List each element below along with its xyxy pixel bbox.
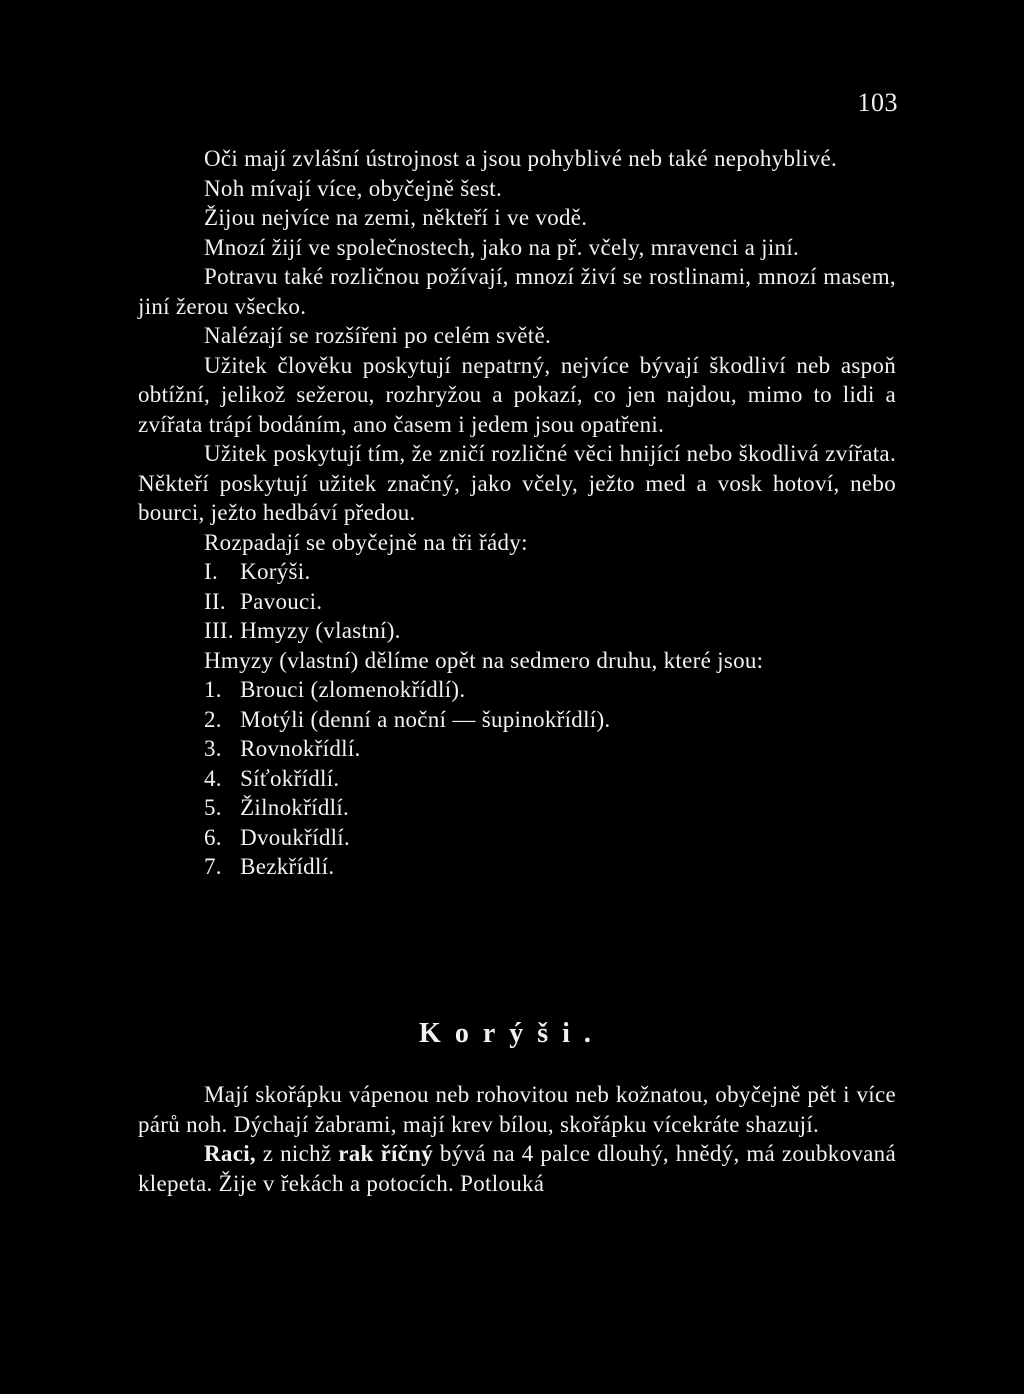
section-heading: Korýši. bbox=[419, 1018, 605, 1049]
paragraph: Užitek člověku poskytují nepatrný, nejvíce bývají škodliví neb aspoň obtížní, jelikož sežerou, rozhryžou a pokazí, co jen najdou, mimo to lidi a zvířata trápí bodáním, ano časem i jedem jsou opatřeni. bbox=[138, 352, 896, 437]
list-item bbox=[204, 764, 896, 794]
list-item bbox=[204, 734, 896, 764]
list-number: 2. bbox=[204, 706, 222, 732]
list-item bbox=[204, 587, 896, 617]
list-number: III. bbox=[204, 618, 234, 643]
list-item bbox=[204, 793, 896, 823]
main-text bbox=[138, 144, 896, 882]
paragraph: Potravu také rozličnou požívají, mnozí živí se rostlinami, mnozí masem, jiní žerou všecko. bbox=[138, 264, 896, 319]
list-number: 7. bbox=[204, 854, 222, 879]
list-label: Motýli (denní a noční — šupinokřídlí). bbox=[240, 706, 611, 732]
orders-list bbox=[138, 557, 896, 646]
list-item bbox=[204, 705, 896, 735]
paragraph: Užitek poskytují tím, že zničí rozličné věci hnijící nebo škodlivá zvířata. Někteří poskytují užitek značný, jako včely, ježto med a vosk hotoví, nebo bourci, ježto hedbáví předou. bbox=[138, 441, 896, 525]
list-number: 5. bbox=[204, 795, 222, 820]
paragraph: Mnozí žijí ve společnostech, jako na př. včely, mravenci a jiní. bbox=[204, 234, 800, 260]
list-label: Dvoukřídlí. bbox=[240, 824, 351, 850]
insect-kinds-list bbox=[138, 675, 896, 882]
list-number: 1. bbox=[204, 677, 222, 702]
paragraph bbox=[138, 1139, 896, 1198]
paragraph: Mají skořápku vápenou neb rohovitou neb kožnatou, obyčejně pět i více párů noh. Dýchají žabrami, mají krev bílou, skořápku vícekráte shazují. bbox=[138, 1082, 896, 1137]
paragraph: Žijou nejvíce na zemi, někteří i ve vodě. bbox=[204, 205, 588, 230]
list-number: I. bbox=[204, 559, 219, 584]
paragraph: Hmyzy (vlastní) dělíme opět na sedmero druhu, které jsou: bbox=[204, 647, 764, 673]
list-number: II. bbox=[204, 588, 226, 614]
paragraph-text: z nichž bbox=[255, 1141, 339, 1166]
paragraph-text: bývá na 4 palce dlouhý, hnědý, má zoubkovaná klepeta. Žije v řekách a potocích. Potlouká bbox=[138, 1141, 896, 1196]
list-item bbox=[204, 675, 896, 705]
list-label: Brouci (zlomenokřídlí). bbox=[240, 677, 466, 702]
paragraph: Rozpadají se obyčejně na tři řády: bbox=[204, 529, 528, 555]
paragraph: Nalézají se rozšířeni po celém světě. bbox=[204, 323, 552, 348]
list-item bbox=[204, 557, 896, 587]
paragraph: Noh mívají více, obyčejně šest. bbox=[204, 175, 503, 201]
paragraph: Oči mají zvlášní ústrojnost a jsou pohyblivé neb také nepohyblivé. bbox=[204, 146, 838, 171]
section-text bbox=[138, 1080, 896, 1198]
list-label: Rovnokřídlí. bbox=[240, 736, 361, 761]
list-label: Síťokřídlí. bbox=[240, 765, 340, 791]
term-raci: Raci, bbox=[204, 1141, 256, 1166]
list-item bbox=[204, 823, 896, 853]
list-item bbox=[204, 616, 896, 646]
page-number: 103 bbox=[857, 88, 898, 117]
list-label: Pavouci. bbox=[240, 588, 323, 614]
term-rak-ricny: rak říčný bbox=[338, 1141, 434, 1166]
list-number: 6. bbox=[204, 824, 222, 850]
list-item bbox=[204, 852, 896, 882]
list-label: Žilnokřídlí. bbox=[240, 795, 350, 820]
list-label: Korýši. bbox=[240, 559, 311, 584]
list-number: 4. bbox=[204, 765, 222, 791]
list-label: Bezkřídlí. bbox=[240, 854, 335, 879]
list-label: Hmyzy (vlastní). bbox=[240, 618, 401, 643]
list-number: 3. bbox=[204, 736, 222, 761]
